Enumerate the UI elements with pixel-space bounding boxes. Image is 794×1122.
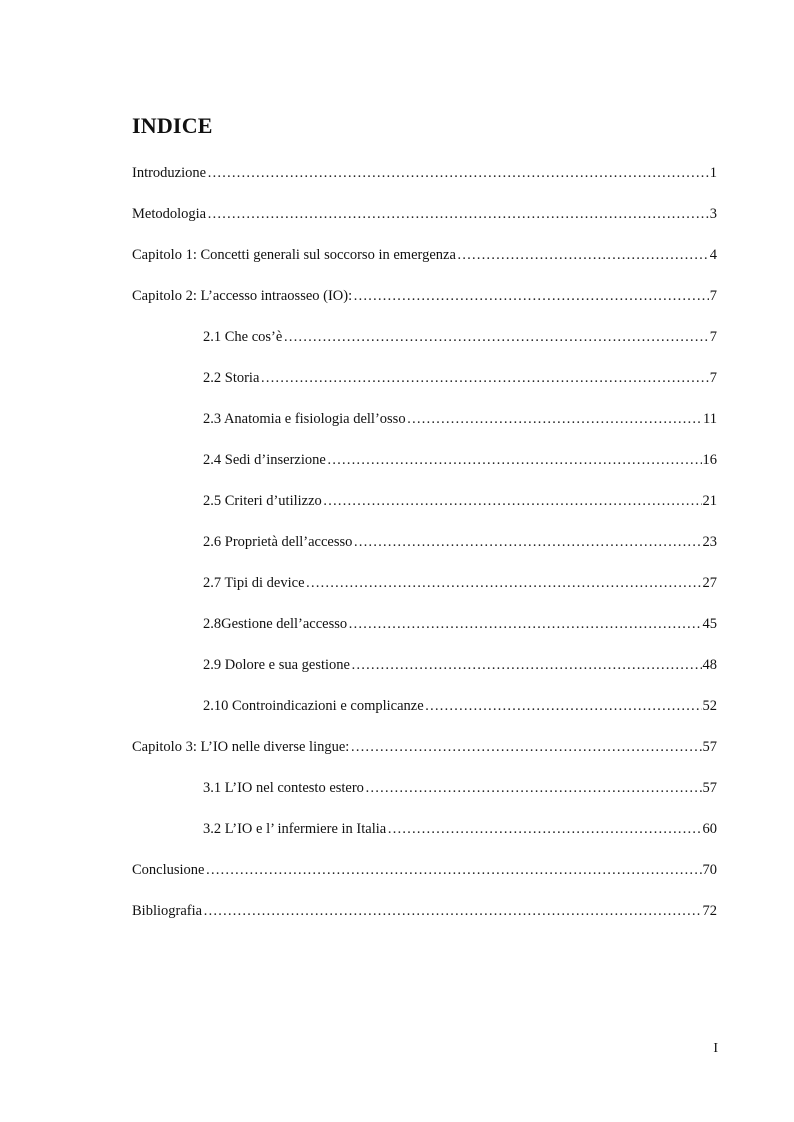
- toc-entry-page: 3: [709, 206, 717, 222]
- toc-dot-leader: [323, 492, 702, 510]
- toc-entry-2-7[interactable]: [203, 574, 717, 592]
- toc-entry-label: 2.8Gestione dell’accesso: [203, 616, 348, 632]
- toc-entry-metodologia[interactable]: [132, 205, 717, 223]
- toc-entry-label: Introduzione: [132, 165, 207, 181]
- toc-entry-label: Capitolo 1: Concetti generali sul soccorso in emergenza: [132, 247, 456, 263]
- toc-entry-label: 2.10 Controindicazioni e complicanze: [203, 698, 424, 714]
- toc-entry-label: Bibliografia: [132, 903, 203, 919]
- toc-dot-leader: [353, 533, 701, 551]
- toc-entry-3-1[interactable]: [203, 779, 717, 797]
- toc-entry-page: 57: [702, 780, 717, 796]
- toc-entry-introduzione[interactable]: [132, 164, 717, 182]
- toc-entry-label: 2.7 Tipi di device: [203, 575, 305, 591]
- toc-entry-3-2[interactable]: [203, 820, 717, 838]
- toc-entry-page: 16: [702, 452, 717, 468]
- toc-dot-leader: [457, 246, 709, 264]
- toc-entry-page: 1: [709, 165, 717, 181]
- toc-entry-label: 2.2 Storia: [203, 370, 260, 386]
- toc-entry-label: 3.1 L’IO nel contesto estero: [203, 780, 364, 796]
- index-heading: INDICE: [132, 113, 213, 138]
- toc-dot-leader: [351, 656, 702, 674]
- toc-entry-2-4[interactable]: [203, 451, 717, 469]
- toc-entry-page: 23: [702, 534, 717, 550]
- toc-dot-leader: [203, 902, 701, 920]
- toc-entry-2-1[interactable]: [203, 328, 717, 346]
- toc-entry-label: Metodologia: [132, 206, 207, 222]
- toc-dot-leader: [260, 369, 708, 387]
- page-number: I: [713, 1041, 718, 1056]
- toc-entry-label: 2.5 Criteri d’utilizzo: [203, 493, 322, 509]
- toc-dot-leader: [365, 779, 702, 797]
- toc-dot-leader: [348, 615, 701, 633]
- toc-entry-page: 52: [702, 698, 717, 714]
- toc-entry-page: 57: [702, 739, 717, 755]
- toc-entry-label: 2.9 Dolore e sua gestione: [203, 657, 350, 673]
- toc-entry-page: 27: [702, 575, 717, 591]
- toc-entry-page: 7: [709, 329, 717, 345]
- toc-entry-2-10[interactable]: [203, 697, 717, 715]
- toc-dot-leader: [425, 697, 702, 715]
- toc-dot-leader: [327, 451, 702, 469]
- toc-entry-capitolo-2[interactable]: [132, 287, 717, 305]
- toc-entry-2-9[interactable]: [203, 656, 717, 674]
- toc-entry-2-5[interactable]: [203, 492, 717, 510]
- toc-entry-page: 60: [702, 821, 717, 837]
- toc-entry-label: Capitolo 2: L’accesso intraosseo (IO):: [132, 288, 353, 304]
- toc-entry-bibliografia[interactable]: [132, 902, 717, 920]
- toc-dot-leader: [353, 287, 709, 305]
- toc-entry-page: 11: [703, 411, 717, 427]
- toc-entry-2-6[interactable]: [203, 533, 717, 551]
- toc-dot-leader: [350, 738, 701, 756]
- toc-entry-page: 72: [702, 903, 717, 919]
- toc-dot-leader: [206, 861, 702, 879]
- toc-entry-capitolo-3[interactable]: [132, 738, 717, 756]
- toc-entry-capitolo-1[interactable]: [132, 246, 717, 264]
- toc-entry-2-3[interactable]: [203, 410, 717, 428]
- toc-entry-page: 21: [702, 493, 717, 509]
- toc-dot-leader: [306, 574, 702, 592]
- toc-entry-label: Conclusione: [132, 862, 205, 878]
- toc-entry-label: 2.1 Che cos’è: [203, 329, 283, 345]
- toc-entry-page: 45: [702, 616, 717, 632]
- toc-entry-conclusione[interactable]: [132, 861, 717, 879]
- toc-entry-label: 2.3 Anatomia e fisiologia dell’osso: [203, 411, 406, 427]
- toc-entry-page: 70: [702, 862, 717, 878]
- toc-entry-page: 48: [702, 657, 717, 673]
- toc-entry-label: 3.2 L’IO e l’ infermiere in Italia: [203, 821, 387, 837]
- toc-entry-label: Capitolo 3: L’IO nelle diverse lingue:: [132, 739, 350, 755]
- toc-dot-leader: [207, 205, 709, 223]
- toc-entry-2-2[interactable]: [203, 369, 717, 387]
- toc-entry-page: 4: [709, 247, 717, 263]
- toc-entry-label: 2.4 Sedi d’inserzione: [203, 452, 326, 468]
- toc-entry-page: 7: [709, 288, 717, 304]
- toc-dot-leader: [407, 410, 702, 428]
- toc-entry-2-8[interactable]: [203, 615, 717, 633]
- toc-dot-leader: [207, 164, 709, 182]
- toc-dot-leader: [387, 820, 701, 838]
- toc-dot-leader: [283, 328, 708, 346]
- toc-entry-label: 2.6 Proprietà dell’accesso: [203, 534, 353, 550]
- toc-entry-page: 7: [709, 370, 717, 386]
